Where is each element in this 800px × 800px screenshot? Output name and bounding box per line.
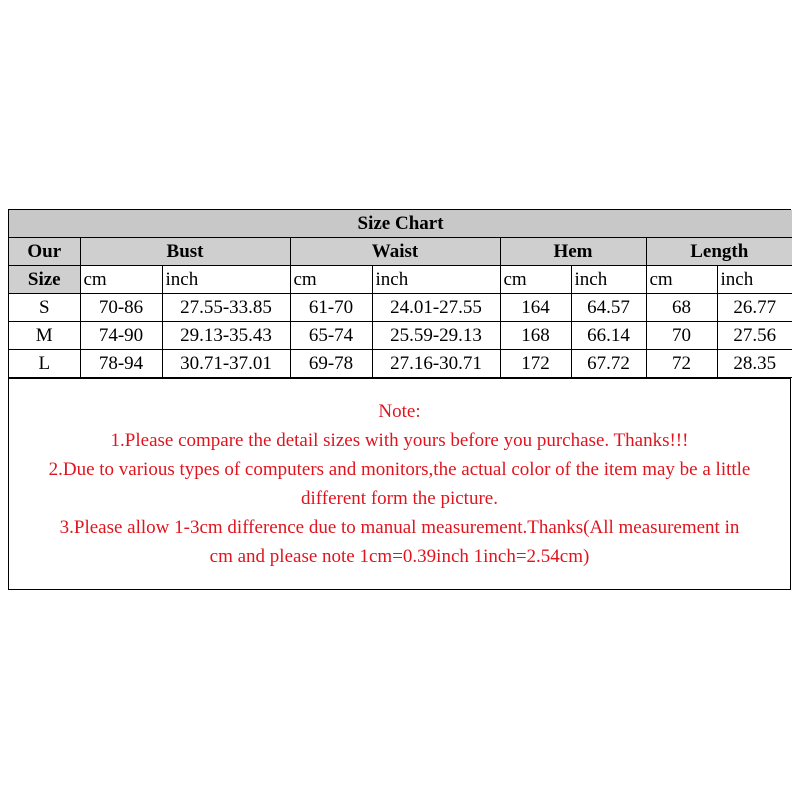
value-cell: 172 [500, 350, 571, 378]
value-cell: 66.14 [571, 322, 646, 350]
size-header-top: Our [9, 238, 80, 266]
value-cell: 28.35 [717, 350, 792, 378]
length-header: Length [646, 238, 792, 266]
unit-cell: cm [290, 266, 372, 294]
hem-header: Hem [500, 238, 646, 266]
size-header-bottom: Size [9, 266, 80, 294]
note-line: 2.Due to various types of computers and monitors,the actual color of the item may be a little [48, 459, 751, 480]
title-row [9, 210, 792, 238]
value-cell: 168 [500, 322, 571, 350]
value-cell: 30.71-37.01 [162, 350, 290, 378]
note-heading: Note: [378, 401, 421, 422]
bust-header: Bust [80, 238, 290, 266]
group-header-row [9, 238, 792, 266]
unit-cell: inch [162, 266, 290, 294]
value-cell: 70 [646, 322, 717, 350]
unit-cell: cm [646, 266, 717, 294]
value-cell: 65-74 [290, 322, 372, 350]
waist-header: Waist [290, 238, 500, 266]
value-cell: 27.16-30.71 [372, 350, 500, 378]
size-cell: M [9, 322, 80, 350]
unit-cell: inch [372, 266, 500, 294]
value-cell: 69-78 [290, 350, 372, 378]
chart-title: Size Chart [9, 210, 792, 238]
value-cell: 26.77 [717, 294, 792, 322]
note-line: different form the picture. [301, 488, 498, 509]
value-cell: 67.72 [571, 350, 646, 378]
note-section [9, 378, 790, 589]
table-row [9, 322, 792, 350]
unit-cell: cm [500, 266, 571, 294]
note-line: 1.Please compare the detail sizes with yours before you purchase. Thanks!!! [110, 430, 689, 451]
value-cell: 29.13-35.43 [162, 322, 290, 350]
value-cell: 24.01-27.55 [372, 294, 500, 322]
value-cell: 164 [500, 294, 571, 322]
table-row [9, 350, 792, 378]
value-cell: 25.59-29.13 [372, 322, 500, 350]
value-cell: 68 [646, 294, 717, 322]
value-cell: 74-90 [80, 322, 162, 350]
value-cell: 64.57 [571, 294, 646, 322]
size-table [9, 210, 792, 378]
unit-cell: inch [717, 266, 792, 294]
size-cell: S [9, 294, 80, 322]
unit-header-row [9, 266, 792, 294]
unit-cell: inch [571, 266, 646, 294]
note-line: 3.Please allow 1-3cm difference due to manual measurement.Thanks(All measurement in [59, 517, 740, 538]
size-chart [8, 209, 791, 590]
value-cell: 61-70 [290, 294, 372, 322]
size-cell: L [9, 350, 80, 378]
value-cell: 27.55-33.85 [162, 294, 290, 322]
value-cell: 70-86 [80, 294, 162, 322]
value-cell: 27.56 [717, 322, 792, 350]
value-cell: 72 [646, 350, 717, 378]
value-cell: 78-94 [80, 350, 162, 378]
unit-cell: cm [80, 266, 162, 294]
note-line: cm and please note 1cm=0.39inch 1inch=2.54cm) [209, 546, 590, 567]
table-row [9, 294, 792, 322]
